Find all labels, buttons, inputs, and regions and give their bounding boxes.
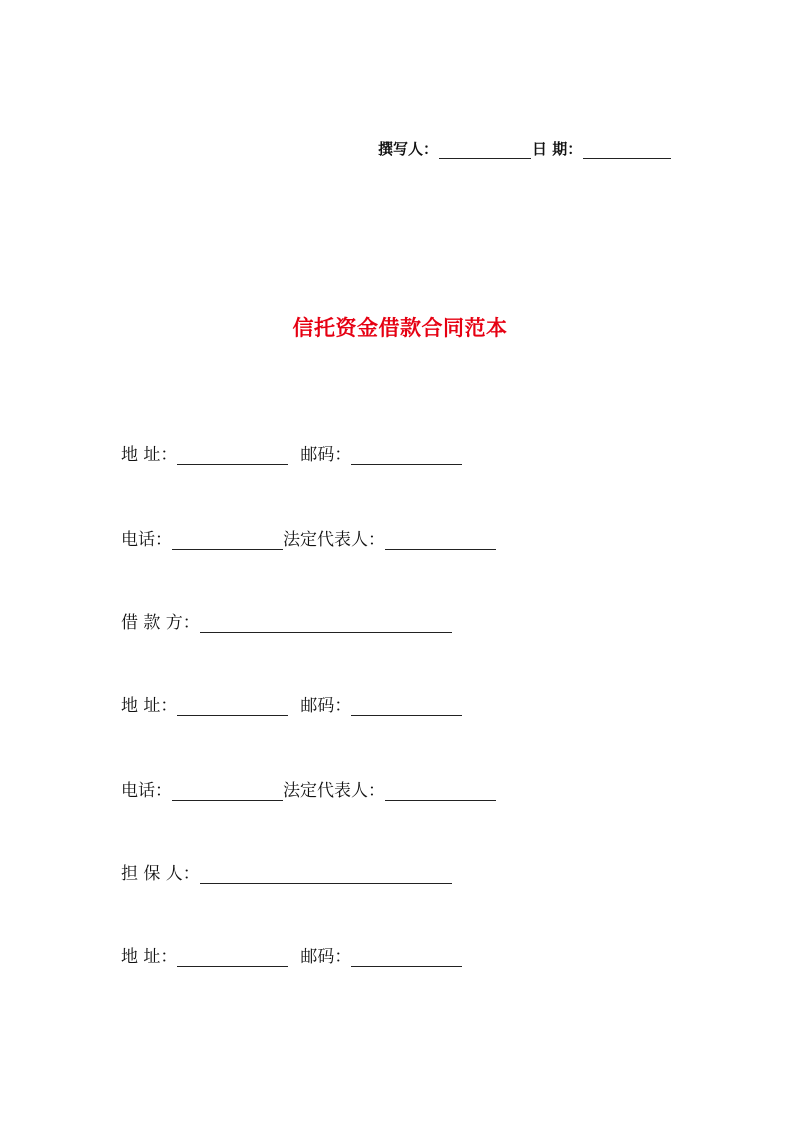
lender-address-line — [121, 441, 462, 465]
legal-rep-label: 法定代表人： — [283, 530, 385, 550]
phone-label: 电话： — [121, 530, 172, 550]
borrower-line — [121, 609, 452, 633]
lender-phone-line — [121, 526, 496, 550]
address-label: 地 址： — [121, 947, 178, 967]
date-label: 日 期： — [532, 140, 583, 158]
date-blank — [583, 144, 671, 159]
phone-label: 电话： — [121, 781, 172, 801]
author-date-line — [378, 138, 672, 159]
writer-blank — [439, 144, 531, 159]
phone-blank — [172, 531, 283, 550]
postcode-blank — [351, 446, 462, 465]
guarantor-address-line — [121, 943, 462, 967]
guarantor-line — [121, 860, 452, 884]
address-blank — [177, 446, 288, 465]
address-label: 地 址： — [121, 696, 178, 716]
document-title: 信托资金借款合同范本 — [292, 315, 508, 340]
borrower-address-line — [121, 692, 462, 716]
postcode-label: 邮码： — [300, 445, 352, 465]
postcode-label: 邮码： — [300, 696, 352, 716]
legal-rep-blank — [385, 782, 496, 801]
borrower-label: 借 款 方： — [121, 613, 200, 633]
postcode-blank — [351, 697, 462, 716]
borrower-phone-line — [121, 777, 496, 801]
borrower-blank — [200, 614, 452, 633]
address-label: 地 址： — [121, 445, 178, 465]
guarantor-label: 担 保 人： — [121, 864, 200, 884]
writer-label: 撰写人： — [378, 140, 439, 158]
postcode-label: 邮码： — [300, 947, 352, 967]
postcode-blank — [351, 948, 462, 967]
guarantor-blank — [200, 865, 452, 884]
legal-rep-blank — [385, 531, 496, 550]
address-blank — [177, 948, 288, 967]
legal-rep-label: 法定代表人： — [283, 781, 385, 801]
address-blank — [177, 697, 288, 716]
phone-blank — [172, 782, 283, 801]
